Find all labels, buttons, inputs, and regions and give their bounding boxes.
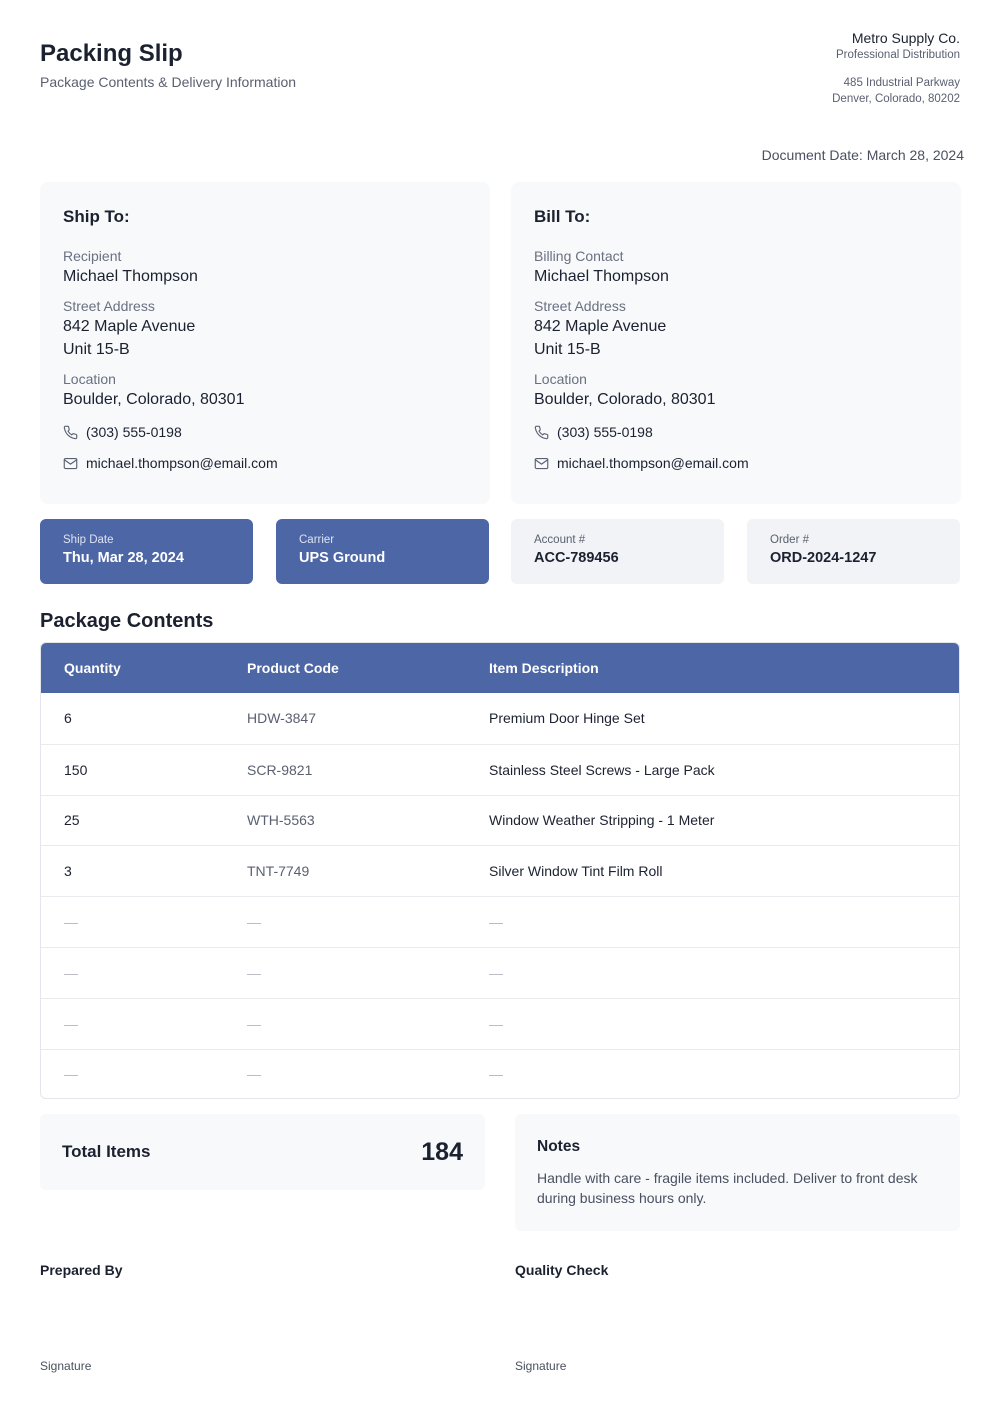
ship-date-label: Ship Date xyxy=(63,534,114,546)
table-body xyxy=(41,693,959,1099)
document-title: Packing Slip xyxy=(40,40,183,67)
company-address-line1: 485 Industrial Parkway xyxy=(843,77,960,89)
account-pill xyxy=(511,519,724,584)
notes-card xyxy=(515,1114,960,1231)
location-value: Boulder, Colorado, 80301 xyxy=(534,391,716,408)
total-items-card xyxy=(40,1114,485,1190)
contents-table xyxy=(40,642,960,1099)
product-code-cell: — xyxy=(247,914,261,931)
product-code-cell: — xyxy=(247,1015,261,1032)
description-cell: — xyxy=(489,1015,503,1032)
ship-to-location xyxy=(63,370,467,411)
quantity-cell: 6 xyxy=(64,710,72,727)
bill-to-street xyxy=(534,297,938,361)
street-line2: Unit 15-B xyxy=(534,341,601,358)
quality-check-label: Quality Check xyxy=(515,1262,609,1278)
order-pill xyxy=(747,519,960,584)
bill-to-heading: Bill To: xyxy=(534,207,591,226)
order-label: Order # xyxy=(770,534,809,546)
table-row xyxy=(41,744,959,795)
product-code-cell: SCR-9821 xyxy=(247,761,313,778)
ship-date-pill xyxy=(40,519,253,584)
ship-to-recipient xyxy=(63,247,467,288)
package-contents-title: Package Contents xyxy=(40,610,214,632)
bill-to-contact xyxy=(534,247,938,288)
prepared-by-section xyxy=(40,1262,485,1382)
street-label: Street Address xyxy=(63,298,155,314)
quantity-cell: — xyxy=(64,964,78,981)
carrier-pill xyxy=(276,519,489,584)
document-header xyxy=(40,30,960,120)
document-subtitle: Package Contents & Delivery Information xyxy=(40,74,297,90)
table-row-empty xyxy=(41,947,959,998)
phone-value: (303) 555-0198 xyxy=(557,424,653,440)
table-row-empty xyxy=(41,1049,959,1099)
carrier-value: UPS Ground xyxy=(299,550,386,566)
notes-text: Handle with care - fragile items included. Deliver to front desk during business hours only. xyxy=(537,1170,918,1206)
document-date: Document Date: March 28, 2024 xyxy=(761,147,964,163)
ship-to-phone xyxy=(63,422,467,442)
ship-to-email xyxy=(63,453,467,473)
quantity-cell: 3 xyxy=(64,863,72,880)
bill-to-email xyxy=(534,453,938,473)
table-row-empty xyxy=(41,998,959,1049)
mail-icon xyxy=(63,456,78,471)
carrier-label: Carrier xyxy=(299,534,335,546)
quantity-cell: — xyxy=(64,1066,78,1083)
product-code-cell: HDW-3847 xyxy=(247,710,316,727)
description-cell: Silver Window Tint Film Roll xyxy=(489,863,663,880)
email-value: michael.thompson@email.com xyxy=(86,455,278,471)
phone-icon xyxy=(534,425,549,440)
billing-contact-value: Michael Thompson xyxy=(534,268,669,285)
quantity-cell: — xyxy=(64,1015,78,1032)
ship-date-value: Thu, Mar 28, 2024 xyxy=(63,550,184,566)
product-code-cell: — xyxy=(247,964,261,981)
street-line1: 842 Maple Avenue xyxy=(534,318,667,335)
table-row xyxy=(41,795,959,846)
quantity-cell: 150 xyxy=(64,761,88,778)
phone-value: (303) 555-0198 xyxy=(86,424,182,440)
street-line2: Unit 15-B xyxy=(63,341,130,358)
ship-to-card xyxy=(40,182,490,504)
company-name: Metro Supply Co. xyxy=(851,30,960,46)
quality-check-section xyxy=(515,1262,960,1382)
total-items-label: Total Items xyxy=(62,1142,151,1161)
table-row xyxy=(41,693,959,744)
table-row xyxy=(41,845,959,896)
product-code-cell: TNT-7749 xyxy=(247,863,310,880)
column-header-description: Item Description xyxy=(489,660,599,676)
order-value: ORD-2024-1247 xyxy=(770,550,877,566)
total-items-value: 184 xyxy=(421,1137,463,1166)
notes-label: Notes xyxy=(537,1138,581,1155)
mail-icon xyxy=(534,456,549,471)
description-cell: — xyxy=(489,1066,503,1083)
quantity-cell: 25 xyxy=(64,812,80,829)
description-cell: Premium Door Hinge Set xyxy=(489,710,645,727)
bill-to-phone xyxy=(534,422,938,442)
account-value: ACC-789456 xyxy=(534,550,619,566)
recipient-label: Recipient xyxy=(63,248,122,264)
column-header-quantity: Quantity xyxy=(64,660,121,676)
phone-icon xyxy=(63,425,78,440)
quality-check-signature: Signature xyxy=(515,1359,567,1373)
description-cell: — xyxy=(489,914,503,931)
description-cell: Stainless Steel Screws - Large Pack xyxy=(489,761,715,778)
company-address-line2: Denver, Colorado, 80202 xyxy=(832,93,960,105)
location-value: Boulder, Colorado, 80301 xyxy=(63,391,245,408)
email-value: michael.thompson@email.com xyxy=(557,455,749,471)
company-block xyxy=(832,30,960,107)
location-label: Location xyxy=(534,371,587,387)
recipient-value: Michael Thompson xyxy=(63,268,198,285)
quantity-cell: — xyxy=(64,914,78,931)
bill-to-location xyxy=(534,370,938,411)
ship-to-heading: Ship To: xyxy=(63,207,130,226)
company-tagline: Professional Distribution xyxy=(835,49,960,61)
street-label: Street Address xyxy=(534,298,626,314)
company-address xyxy=(832,75,960,107)
prepared-by-label: Prepared By xyxy=(40,1262,123,1278)
description-cell: Window Weather Stripping - 1 Meter xyxy=(489,812,715,829)
table-header xyxy=(41,643,959,693)
ship-to-street xyxy=(63,297,467,361)
description-cell: — xyxy=(489,964,503,981)
table-row-empty xyxy=(41,896,959,947)
product-code-cell: — xyxy=(247,1066,261,1083)
bill-to-card xyxy=(511,182,961,504)
product-code-cell: WTH-5563 xyxy=(247,812,315,829)
location-label: Location xyxy=(63,371,116,387)
billing-contact-label: Billing Contact xyxy=(534,248,624,264)
prepared-by-signature: Signature xyxy=(40,1359,92,1373)
column-header-product-code: Product Code xyxy=(247,660,339,676)
street-line1: 842 Maple Avenue xyxy=(63,318,196,335)
account-label: Account # xyxy=(534,534,586,546)
